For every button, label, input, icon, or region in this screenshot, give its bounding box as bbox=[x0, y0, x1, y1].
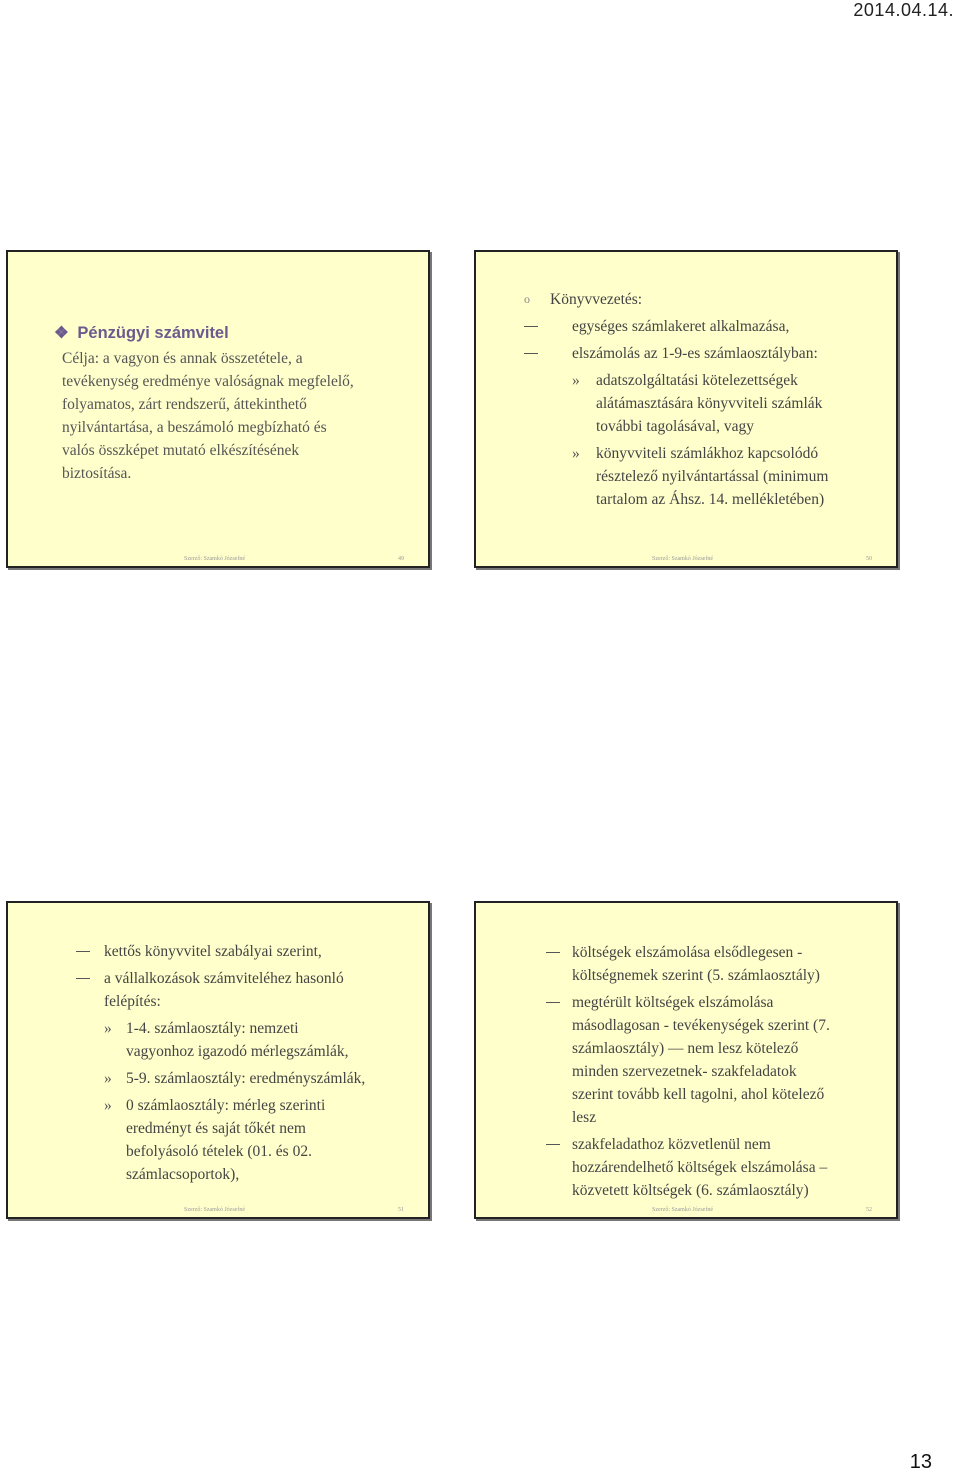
sub-item-line: könyvviteli számlákhoz kapcsolódó bbox=[596, 445, 819, 462]
circle-bullet-icon: o bbox=[524, 292, 530, 306]
dash-item bbox=[550, 991, 890, 1129]
slide-content bbox=[524, 288, 894, 511]
dash-item bbox=[524, 342, 894, 365]
dash-item-text: szerint tovább kell tagolni, ahol kötelező bbox=[572, 1086, 825, 1103]
dash-item-text: minden szervezetnek- szakfeladatok bbox=[572, 1063, 797, 1080]
dash-item bbox=[550, 1133, 890, 1202]
double-chevron-icon: » bbox=[572, 372, 580, 389]
sub-item-line: 1-4. számlaosztály: nemzeti bbox=[126, 1020, 299, 1037]
body-line: tevékenység eredménye valóságnak megfelelő, bbox=[62, 373, 354, 390]
dash-item-text: hozzárendelhető költségek elszámolása – bbox=[572, 1159, 828, 1176]
footer-author: Szerző: Szamkó Józsefné bbox=[652, 556, 713, 562]
sub-item-line: számlacsoportok), bbox=[126, 1166, 240, 1183]
slide-body bbox=[54, 347, 414, 485]
slide-content bbox=[84, 940, 424, 1186]
sub-item bbox=[84, 1094, 424, 1186]
double-chevron-icon: » bbox=[572, 445, 580, 462]
double-chevron-icon: » bbox=[104, 1020, 112, 1037]
sub-item-line: 5-9. számlaosztály: eredményszámlák, bbox=[126, 1070, 366, 1087]
slide-title-text: Pénzügyi számvitel bbox=[77, 324, 229, 342]
sub-item-line: eredményt és saját tőkét nem bbox=[126, 1120, 306, 1137]
body-line: Célja: a vagyon és annak összetétele, a bbox=[62, 350, 303, 367]
sub-item-line: adatszolgáltatási kötelezettségek bbox=[596, 372, 798, 389]
dash-item bbox=[550, 941, 890, 987]
dash-item-text: szakfeladathoz közvetlenül nem bbox=[572, 1136, 771, 1153]
dash-item-text: elszámolás az 1-9-es számlaosztályban: bbox=[572, 345, 818, 362]
slide-49 bbox=[6, 250, 430, 568]
body-line: biztosítása. bbox=[62, 465, 132, 482]
footer-slide-number: 51 bbox=[398, 1207, 404, 1213]
body-line: valós összképet mutató elkészítésének bbox=[62, 442, 300, 459]
sub-item bbox=[524, 369, 894, 438]
footer-slide-number: 52 bbox=[866, 1207, 872, 1213]
page-number: 13 bbox=[909, 1451, 932, 1473]
dash-item bbox=[84, 940, 424, 963]
dash-item-text: kettős könyvvitel szabályai szerint, bbox=[104, 943, 322, 960]
header-date: 2014.04.14. bbox=[853, 0, 954, 20]
sub-item-line: vagyonhoz igazodó mérlegszámlák, bbox=[126, 1043, 349, 1060]
dash-item-text: a vállalkozások számviteléhez hasonló bbox=[104, 970, 344, 987]
heading-row bbox=[524, 288, 894, 311]
body-line: folyamatos, zárt rendszerű, áttekinthető bbox=[62, 396, 307, 413]
dash-item-text: lesz bbox=[572, 1109, 597, 1126]
slide-content bbox=[550, 941, 890, 1202]
sub-item-line: további tagolásával, vagy bbox=[596, 418, 754, 435]
footer-slide-number: 50 bbox=[866, 556, 872, 562]
diamond-bullet-icon: ❖ bbox=[54, 324, 69, 342]
body-line: nyilvántartása, a beszámoló megbízható és bbox=[62, 419, 327, 436]
double-chevron-icon: » bbox=[104, 1097, 112, 1114]
footer-author: Szerző: Szamkó Józsefné bbox=[184, 1207, 245, 1213]
dash-item-text: költségnemek szerint (5. számlaosztály) bbox=[572, 967, 820, 984]
dash-item-text: számlaosztály) — nem lesz kötelező bbox=[572, 1040, 799, 1057]
slide-title bbox=[54, 322, 414, 345]
dash-item-text: megtérült költségek elszámolása bbox=[572, 994, 774, 1011]
dash-item bbox=[84, 967, 424, 1013]
dash-item-text: felépítés: bbox=[104, 993, 161, 1010]
footer-author: Szerző: Szamkó Józsefné bbox=[184, 556, 245, 562]
slide-51 bbox=[6, 901, 430, 1219]
slide-50 bbox=[474, 250, 898, 568]
sub-item-line: 0 számlaosztály: mérleg szerinti bbox=[126, 1097, 326, 1114]
footer-slide-number: 49 bbox=[398, 556, 404, 562]
dash-item-text: egységes számlakeret alkalmazása, bbox=[572, 318, 790, 335]
footer-author: Szerző: Szamkó Józsefné bbox=[652, 1207, 713, 1213]
heading-text: Könyvvezetés: bbox=[550, 291, 643, 308]
slide-52 bbox=[474, 901, 898, 1219]
slide-content bbox=[54, 322, 414, 485]
double-chevron-icon: » bbox=[104, 1070, 112, 1087]
dash-item-text: másodlagosan - tevékenységek szerint (7. bbox=[572, 1017, 830, 1034]
dash-item-text: költségek elszámolása elsődlegesen - bbox=[572, 944, 803, 961]
dash-item bbox=[524, 315, 894, 338]
sub-item-line: befolyásoló tételek (01. és 02. bbox=[126, 1143, 312, 1160]
sub-item-line: alátámasztására könyvviteli számlák bbox=[596, 395, 823, 412]
sub-item bbox=[524, 442, 894, 511]
sub-item-line: tartalom az Áhsz. 14. mellékletében) bbox=[596, 491, 825, 508]
sub-item bbox=[84, 1017, 424, 1063]
sub-item-line: résztelező nyilvántartással (minimum bbox=[596, 468, 829, 485]
dash-item-text: közvetett költségek (6. számlaosztály) bbox=[572, 1182, 809, 1199]
sub-item bbox=[84, 1067, 424, 1090]
